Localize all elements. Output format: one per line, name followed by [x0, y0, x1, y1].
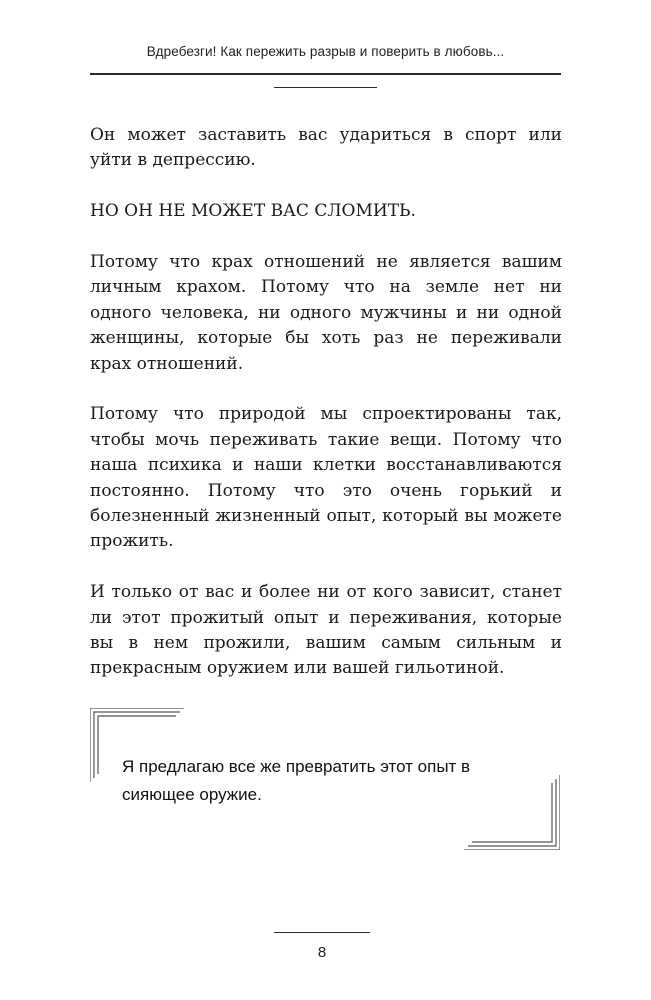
paragraph-1: Он может заставить вас удариться в спорт или уйти в депрессию. [90, 125, 562, 171]
callout-box [90, 708, 560, 850]
paragraph-5: И только от вас и более ни от кого зависит, станет ли этот прожитый опыт и переживания, которые вы в нем прожили, вашим самым сильным и прекрасным оружием или вашей гильотиной. [90, 582, 562, 679]
callout-text: Я предлагаю все же превратить этот опыт в сияющее оружие. [122, 757, 471, 804]
paragraph-3: Потому что крах отношений не является вашим личным крахом. Потому что на земле нет ни одного человека, ни одного мужчины и ни одной женщины, которые бы хоть раз не переживали крах отношений. [90, 252, 562, 374]
running-head-title: Вдребезги! Как пережить разрыв и поверить в любовь... [146, 44, 505, 59]
page-number: 8 [317, 944, 327, 961]
footer-rule [274, 932, 370, 933]
paragraph-4: Потому что природой мы спроектированы так, чтобы мочь переживать такие вещи. Потому что наша психика и наши клетки восстанавливаются постоянно. Потому что это очень горький и болезненный жизненный опыт, который вы можете прожить. [90, 404, 562, 552]
body-text [90, 123, 562, 707]
header-short-rule [274, 87, 377, 88]
header-rule [90, 73, 561, 75]
paragraph-2: НО ОН НЕ МОЖЕТ ВАС СЛОМИТЬ. [90, 201, 416, 222]
